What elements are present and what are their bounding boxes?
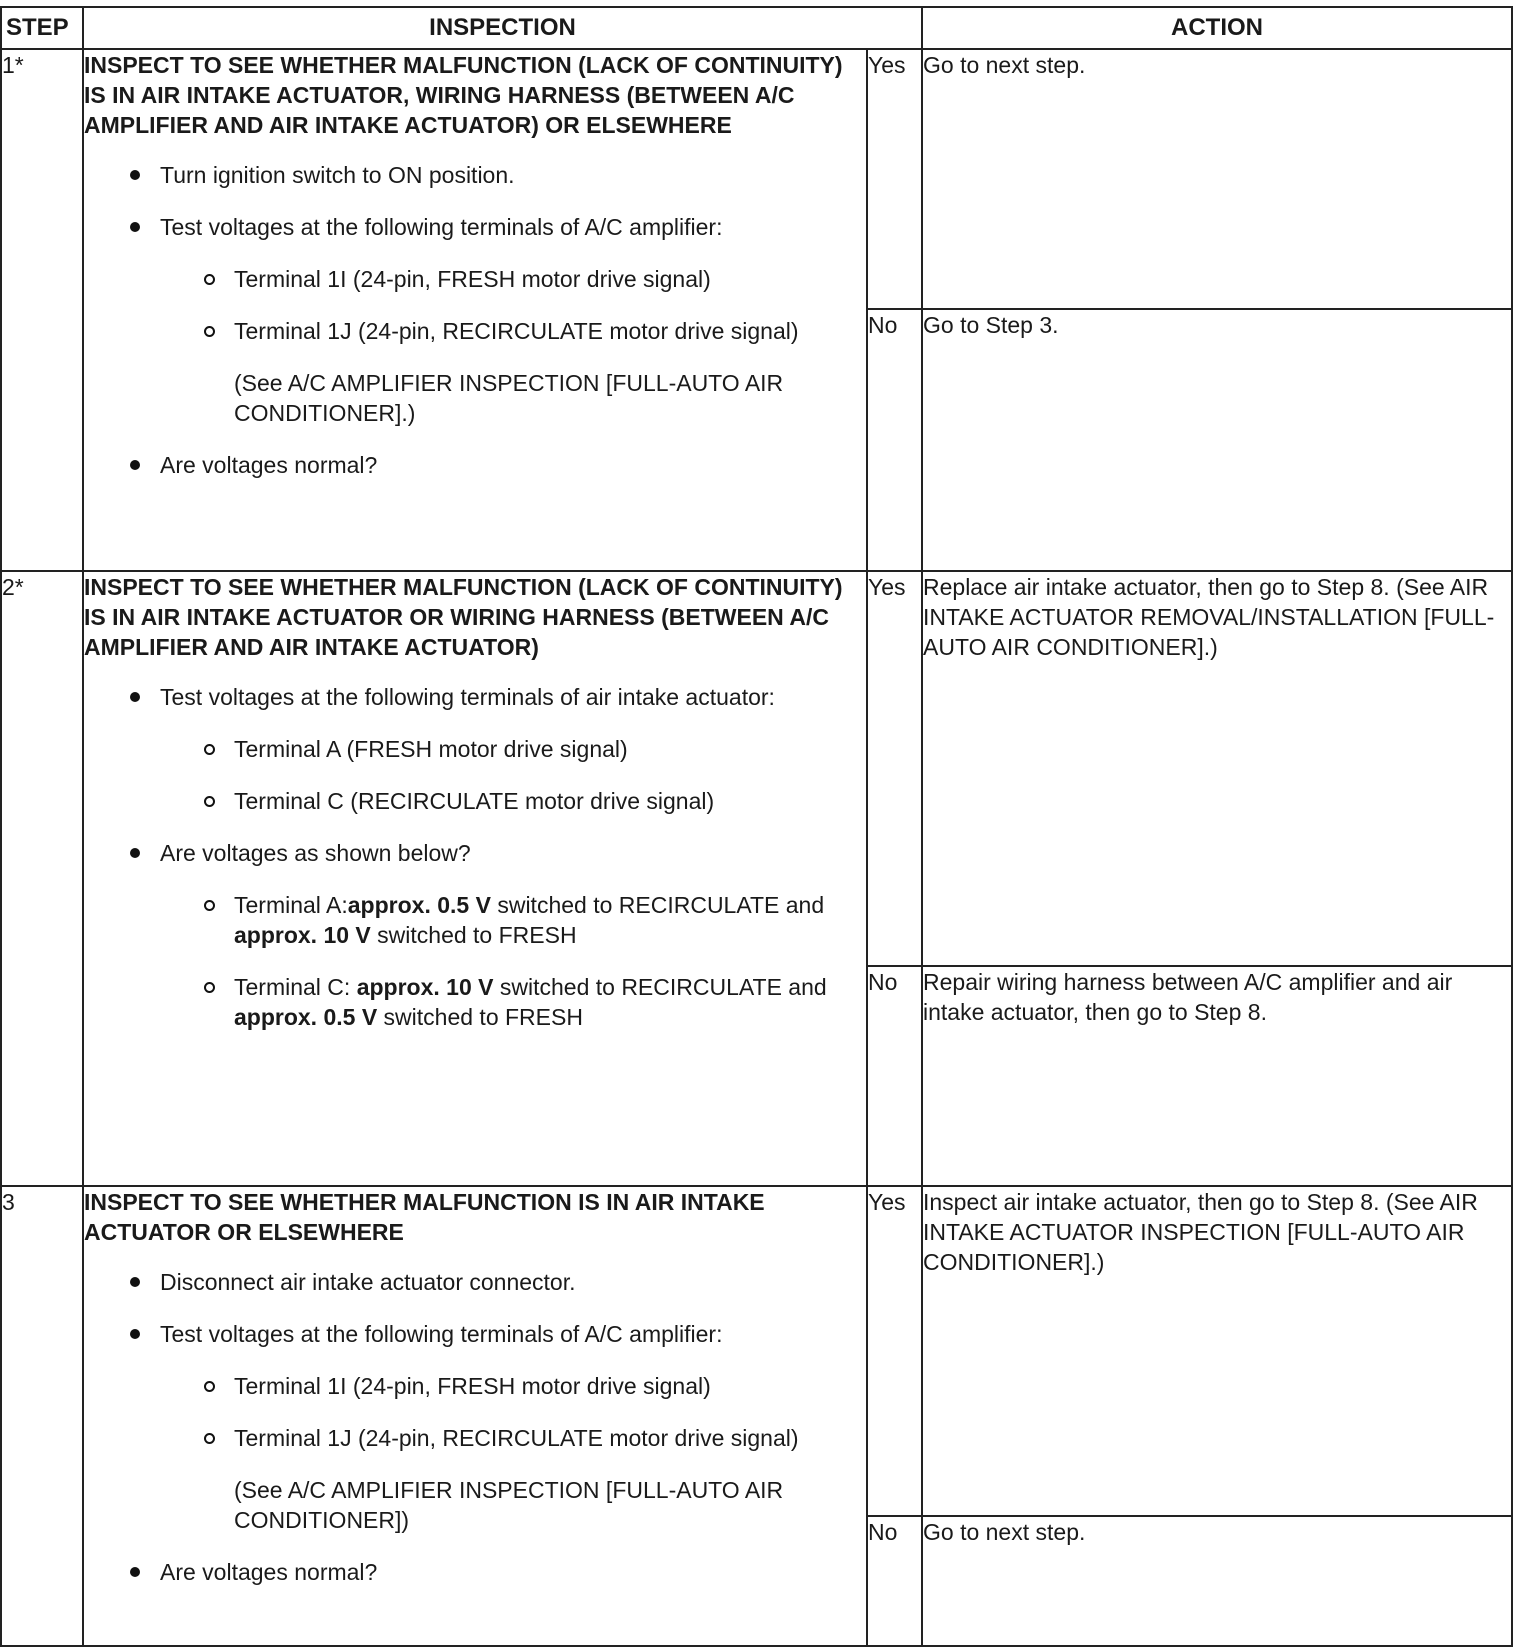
list-item <box>84 212 866 428</box>
voltage-value: approx. 0.5 V <box>234 1004 378 1030</box>
yes-action: Inspect air intake actuator, then go to Step 8. (See AIR INTAKE ACTUATOR INSPECTION [FULL-AUTO AIR CONDITIONER].) <box>922 1186 1512 1516</box>
yes-label: Yes <box>867 571 922 966</box>
no-label: No <box>867 966 922 1186</box>
action-header: ACTION <box>922 7 1512 49</box>
list-item-text: Are voltages as shown below? <box>160 840 471 866</box>
no-action: Go to Step 3. <box>922 309 1512 571</box>
sub-item-text: Terminal A: <box>234 892 348 918</box>
header-row <box>1 7 1512 49</box>
step-title: INSPECT TO SEE WHETHER MALFUNCTION (LACK OF CONTINUITY) IS IN AIR INTAKE ACTUATOR, WIRING HARNESS (BETWEEN A/C AMPLIFIER AND AIR INTAKE ACTUATOR) OR ELSEWHERE <box>84 52 843 138</box>
no-label: No <box>867 1516 922 1646</box>
reference-note: (See A/C AMPLIFIER INSPECTION [FULL-AUTO AIR CONDITIONER]) <box>234 1477 784 1533</box>
sub-item-text: switched to FRESH <box>370 922 577 948</box>
no-label: No <box>867 309 922 571</box>
sub-item: Terminal 1I (24-pin, FRESH motor drive signal) <box>84 1371 866 1401</box>
inspection-cell <box>83 49 867 571</box>
yes-action: Replace air intake actuator, then go to Step 8. (See AIR INTAKE ACTUATOR REMOVAL/INSTALLATION [FULL-AUTO AIR CONDITIONER].) <box>922 571 1512 966</box>
bullet-list <box>84 682 866 1032</box>
step-number: 1* <box>1 49 83 571</box>
list-item <box>84 682 866 816</box>
inspection-header: INSPECTION <box>83 7 922 49</box>
inspection-cell <box>83 1186 867 1646</box>
list-item: Are voltages normal? <box>84 450 866 480</box>
list-item-text: Test voltages at the following terminals of air intake actuator: <box>160 684 775 710</box>
sub-item-text: switched to RECIRCULATE and <box>493 974 827 1000</box>
step-number: 2* <box>1 571 83 1186</box>
voltage-value: approx. 0.5 V <box>347 892 491 918</box>
sub-item: Terminal 1J (24-pin, RECIRCULATE motor drive signal) <box>84 316 866 346</box>
no-action: Go to next step. <box>922 1516 1512 1646</box>
no-action: Repair wiring harness between A/C amplifier and air intake actuator, then go to Step 8. <box>922 966 1512 1186</box>
step-title: INSPECT TO SEE WHETHER MALFUNCTION IS IN AIR INTAKE ACTUATOR OR ELSEWHERE <box>84 1189 765 1245</box>
yes-label: Yes <box>867 49 922 309</box>
voltage-value: approx. 10 V <box>234 922 371 948</box>
sub-item: Terminal 1I (24-pin, FRESH motor drive signal) <box>84 264 866 294</box>
inspection-table <box>0 6 1513 1647</box>
list-item-text: Test voltages at the following terminals of A/C amplifier: <box>160 1321 723 1347</box>
sub-item: Terminal A (FRESH motor drive signal) <box>84 734 866 764</box>
yes-action: Go to next step. <box>922 49 1512 309</box>
sub-item: Terminal C (RECIRCULATE motor drive signal) <box>84 786 866 816</box>
sub-item-terminal-a <box>84 890 866 950</box>
list-item <box>84 838 866 1032</box>
bullet-list <box>84 160 866 480</box>
list-item: Turn ignition switch to ON position. <box>84 160 866 190</box>
table-row <box>1 571 1512 966</box>
table-row <box>1 1186 1512 1516</box>
list-item-text: Test voltages at the following terminals of A/C amplifier: <box>160 214 723 240</box>
sub-item-terminal-c <box>84 972 866 1032</box>
list-item: Are voltages normal? <box>84 1557 866 1587</box>
troubleshooting-page <box>0 6 1513 1647</box>
step-header: STEP <box>1 7 83 49</box>
step-number: 3 <box>1 1186 83 1646</box>
sub-item: Terminal 1J (24-pin, RECIRCULATE motor drive signal) <box>84 1423 866 1453</box>
voltage-value: approx. 10 V <box>356 974 494 1000</box>
sub-list <box>160 264 866 346</box>
sub-item-text: switched to RECIRCULATE and <box>490 892 825 918</box>
sub-list <box>160 890 866 1032</box>
list-item <box>84 1319 866 1535</box>
sub-item-text: switched to FRESH <box>377 1004 583 1030</box>
sub-item-text: Terminal C: <box>234 974 357 1000</box>
sub-list <box>160 734 866 816</box>
reference-note: (See A/C AMPLIFIER INSPECTION [FULL-AUTO AIR CONDITIONER].) <box>234 370 784 426</box>
list-item: Disconnect air intake actuator connector. <box>84 1267 866 1297</box>
step-title: INSPECT TO SEE WHETHER MALFUNCTION (LACK OF CONTINUITY) IS IN AIR INTAKE ACTUATOR OR WIRING HARNESS (BETWEEN A/C AMPLIFIER AND AIR INTAKE ACTUATOR) <box>84 574 843 660</box>
yes-label: Yes <box>867 1186 922 1516</box>
sub-list <box>160 1371 866 1453</box>
table-row <box>1 49 1512 309</box>
bullet-list <box>84 1267 866 1587</box>
inspection-cell <box>83 571 867 1186</box>
